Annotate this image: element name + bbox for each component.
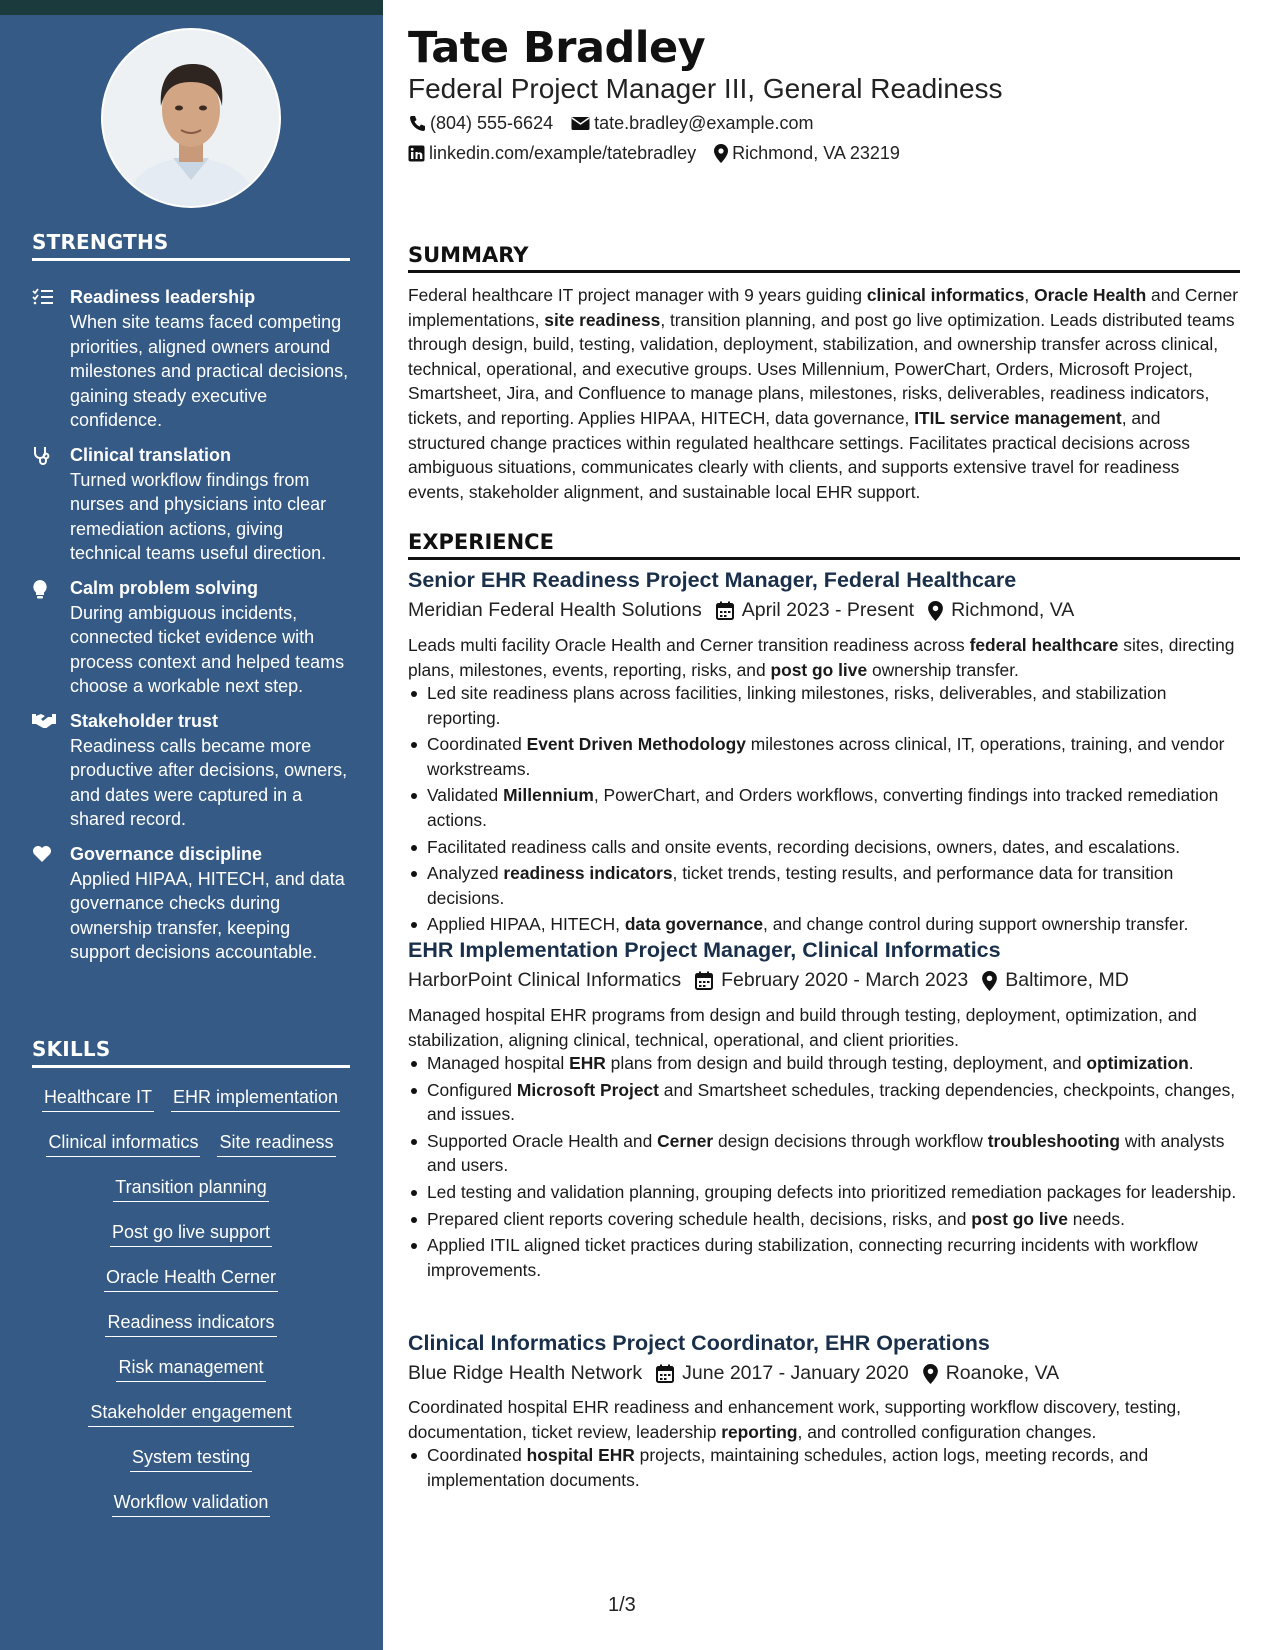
candidate-title: Federal Project Manager III, General Readiness: [408, 73, 1003, 104]
email-contact[interactable]: [571, 113, 813, 134]
job-location: [923, 1362, 1059, 1385]
job-intro: Coordinated hospital EHR readiness and enhancement work, supporting workflow discovery, testing, documentation, ticket review, leadership reporting, and controlled configuration changes.: [408, 1397, 1181, 1442]
strength-item: [32, 842, 352, 965]
skill-tag: Readiness indicators: [105, 1310, 276, 1337]
strength-item: [32, 443, 352, 566]
job-bullet: Coordinated hospital EHR projects, maintaining schedules, action logs, meeting records, and implementation documents.: [408, 1443, 1240, 1492]
map-pin-icon: [928, 601, 943, 621]
lightbulb-icon: [32, 576, 70, 599]
job-bullet: Led testing and validation planning, grouping defects into prioritized remediation packages for leadership.: [408, 1180, 1240, 1205]
job-dates: [656, 1362, 909, 1385]
phone-contact: [408, 113, 553, 134]
skill-tag: Post go live support: [110, 1220, 272, 1247]
strength-description: Applied HIPAA, HITECH, and data governance checks during ownership transfer, keeping support decisions accountable.: [70, 868, 345, 962]
job-location-text: Richmond, VA: [951, 599, 1075, 621]
envelope-icon: [571, 116, 590, 131]
company-name: Blue Ridge Health Network: [408, 1362, 643, 1384]
job-dates-text: February 2020 - March 2023: [721, 969, 969, 991]
skills-list: [32, 1085, 350, 1535]
job-intro: Leads multi facility Oracle Health and Cerner transition readiness across federal healthcare sites, directing plans, milestones, events, reporting, risks, and post go live ownership transfer.: [408, 635, 1235, 680]
experience-heading: EXPERIENCE: [408, 530, 1240, 560]
job-bullet: Managed hospital EHR plans from design and build through testing, deployment, and optimization.: [408, 1051, 1240, 1076]
skill-tag: Healthcare IT: [42, 1085, 154, 1112]
map-pin-icon: [923, 1364, 938, 1384]
summary-text: Federal healthcare IT project manager with 9 years guiding clinical informatics, Oracle Health and Cerner implementations, site readiness, transition planning, and post go live optimization. Leads distributed teams through design, build, testing, validation, deployment, stabilization, and ownership transfer across clinical, technical, operational, and executive groups. Uses Millennium, PowerChart, Orders, Microsoft Project, Smartsheet, Jira, and Confluence to manage plans, milestones, risks, deliverables, readiness indicators, tickets, and reporting. Applies HIPAA, HITECH, data governance, ITIL service management, and structured change practices within regulated healthcare settings. Facilitates practical decisions across ambiguous situations, communicates clearly with clients, and supports extensive travel for readiness events, stakeholder alignment, and sustainable local EHR support.: [408, 285, 1239, 502]
strength-item: [32, 709, 352, 832]
contact-row: [408, 113, 831, 134]
location-contact: [714, 143, 900, 164]
handshake-icon: [32, 709, 70, 728]
job-role: Clinical Informatics Project Coordinator, EHR Operations: [408, 1331, 990, 1355]
checklist-icon: [32, 285, 70, 306]
candidate-name: Tate Bradley: [408, 23, 706, 73]
job-dates: [695, 969, 968, 992]
job-bullet: Led site readiness plans across facilities, linking milestones, risks, deliverables, and stabilization reporting.: [408, 681, 1240, 730]
job-bullet: Configured Microsoft Project and Smartsheet schedules, tracking dependencies, checkpoints, changes, and issues.: [408, 1078, 1240, 1127]
skill-tag: Oracle Health Cerner: [104, 1265, 278, 1292]
profile-photo: [101, 28, 281, 208]
job-intro: Managed hospital EHR programs from design and build through testing, deployment, optimization, and stabilization, aligning clinical, technical, operational, and client priorities.: [408, 1005, 1197, 1050]
map-pin-icon: [714, 144, 728, 163]
strength-description: When site teams faced competing priorities, aligned owners around milestones and practical decisions, gaining steady executive confidence.: [70, 312, 349, 430]
job-location-text: Roanoke, VA: [945, 1362, 1060, 1384]
skill-tag: Stakeholder engagement: [88, 1400, 293, 1427]
linkedin-contact[interactable]: [408, 143, 696, 164]
calendar-icon: [716, 601, 734, 620]
job-dates-text: April 2023 - Present: [741, 599, 915, 621]
company-name: Meridian Federal Health Solutions: [408, 599, 702, 621]
job-dates: [716, 599, 914, 622]
strength-title: Calm problem solving: [70, 577, 259, 598]
skill-tag: EHR implementation: [171, 1085, 340, 1112]
strength-description: During ambiguous incidents, connected ticket evidence with process context and helped teams choose a workable next step.: [70, 602, 345, 696]
job-meta: [408, 969, 1143, 992]
strengths-list: [32, 285, 352, 975]
location-text: Richmond, VA 23219: [732, 143, 900, 163]
sidebar: [0, 15, 383, 1650]
calendar-icon: [656, 1364, 674, 1383]
strength-title: Clinical translation: [70, 444, 232, 465]
summary-heading: SUMMARY: [408, 243, 1240, 273]
stethoscope-icon: [32, 443, 70, 466]
strength-title: Stakeholder trust: [70, 710, 219, 731]
strength-title: Governance discipline: [70, 843, 263, 864]
strengths-heading: STRENGTHS: [32, 230, 350, 261]
sidebar-top-band: [0, 0, 383, 15]
skill-tag: System testing: [130, 1445, 252, 1472]
company-name: HarborPoint Clinical Informatics: [408, 969, 682, 991]
job-bullets: [408, 1051, 1240, 1284]
job-bullet: Analyzed readiness indicators, ticket trends, testing results, and performance data for transition decisions.: [408, 861, 1240, 910]
strength-description: Turned workflow findings from nurses and physicians into clear remediation actions, giving technical teams useful direction.: [70, 469, 327, 563]
job-role: Senior EHR Readiness Project Manager, Federal Healthcare: [408, 568, 1017, 592]
heart-icon: [32, 842, 70, 863]
job-bullets: [408, 1443, 1240, 1494]
job-bullet: Prepared client reports covering schedule health, decisions, risks, and post go live needs.: [408, 1207, 1240, 1232]
skill-tag: Risk management: [116, 1355, 265, 1382]
skill-tag: Transition planning: [113, 1175, 268, 1202]
strength-description: Readiness calls became more productive after decisions, owners, and dates were captured in a shared record.: [70, 735, 348, 829]
job-bullet: Applied ITIL aligned ticket practices during stabilization, connecting recurring incidents with workflow improvements.: [408, 1233, 1240, 1282]
job-location-text: Baltimore, MD: [1005, 969, 1129, 991]
job-meta: [408, 1362, 1073, 1385]
job-dates-text: June 2017 - January 2020: [682, 1362, 909, 1384]
skills-heading: SKILLS: [32, 1037, 350, 1068]
calendar-icon: [695, 971, 713, 990]
job-bullet: Coordinated Event Driven Methodology milestones across clinical, IT, operations, training, and vendor workstreams.: [408, 732, 1240, 781]
strength-item: [32, 285, 352, 433]
person-portrait-icon: [103, 30, 279, 206]
page-number: 1/3: [608, 1594, 636, 1616]
phone-icon: [408, 115, 426, 133]
linkedin-text[interactable]: linkedin.com/example/tatebradley: [429, 143, 697, 163]
strength-item: [32, 576, 352, 699]
phone-text: (804) 555-6624: [430, 113, 554, 133]
job-bullet: Supported Oracle Health and Cerner design decisions through workflow troubleshooting with analysts and users.: [408, 1129, 1240, 1178]
job-meta: [408, 599, 1088, 622]
job-bullet: Validated Millennium, PowerChart, and Orders workflows, converting findings into tracked remediation actions.: [408, 783, 1240, 832]
map-pin-icon: [982, 971, 997, 991]
skill-tag: Clinical informatics: [46, 1130, 200, 1157]
job-bullet: Applied HIPAA, HITECH, data governance, and change control during support ownership transfer.: [408, 912, 1240, 937]
skill-tag: Site readiness: [217, 1130, 335, 1157]
job-bullets: [408, 681, 1240, 939]
job-bullet: Facilitated readiness calls and onsite events, recording decisions, owners, dates, and escalations.: [408, 835, 1240, 860]
job-role: EHR Implementation Project Manager, Clinical Informatics: [408, 938, 1001, 962]
strength-title: Readiness leadership: [70, 287, 256, 307]
skill-tag: Workflow validation: [112, 1490, 271, 1517]
job-location: [928, 599, 1074, 622]
linkedin-icon: [408, 145, 425, 162]
email-text[interactable]: tate.bradley@example.com: [594, 113, 814, 133]
job-location: [982, 969, 1129, 992]
contact-row-2: [408, 143, 918, 164]
